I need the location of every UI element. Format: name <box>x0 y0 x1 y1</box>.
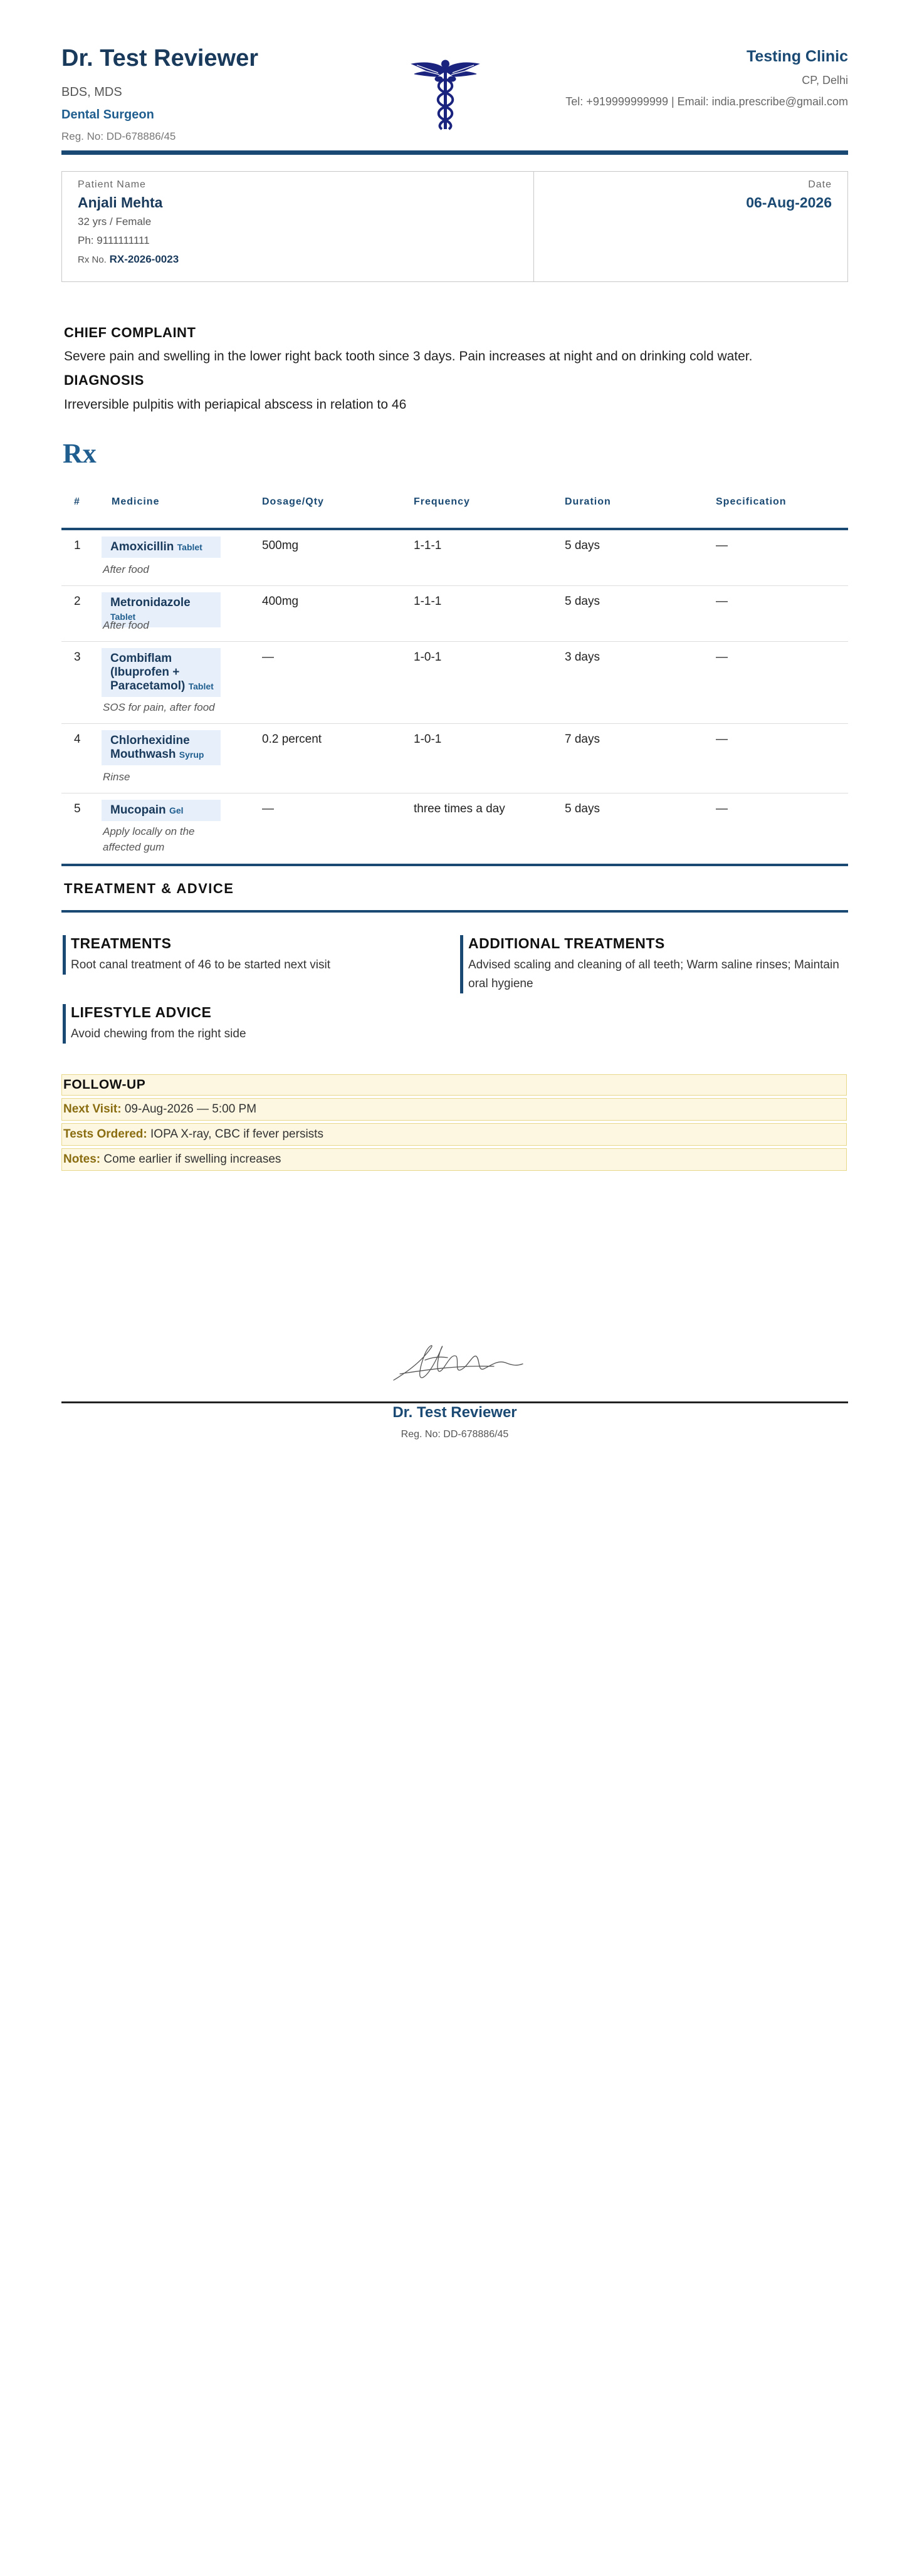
medicine-name-box <box>102 730 221 765</box>
medicine-dosage: 0.2 percent <box>262 733 322 746</box>
medicine-dosage: — <box>262 651 274 664</box>
follow-up-tests <box>61 1123 847 1146</box>
medicine-duration: 5 days <box>565 595 600 608</box>
medicine-frequency: three times a day <box>414 802 505 815</box>
next-visit-value: 09-Aug-2026 — 5:00 PM <box>124 1102 257 1116</box>
notes-label: Notes: <box>63 1153 101 1166</box>
prescription-page <box>61 0 848 1440</box>
table-row <box>61 530 848 586</box>
medicine-specification: — <box>716 733 728 746</box>
lifestyle-advice-block <box>63 1004 447 1044</box>
divider <box>61 910 848 913</box>
follow-up-title: FOLLOW-UP <box>61 1074 847 1096</box>
clinic-name: Testing Clinic <box>746 48 848 65</box>
medicine-form: Syrup <box>179 750 204 760</box>
doctor-name: Dr. Test Reviewer <box>61 45 259 71</box>
rx-number-value: RX-2026-0023 <box>109 253 179 265</box>
medicine-note: After food <box>103 563 149 575</box>
prescription-date: 06-Aug-2026 <box>746 194 832 211</box>
patient-details <box>62 172 534 281</box>
additional-treatments-title: ADDITIONAL TREATMENTS <box>468 935 665 951</box>
header-specification: Specification <box>716 496 787 507</box>
caduceus-icon <box>409 58 481 133</box>
medicine-form: Gel <box>169 805 184 815</box>
doctor-reg-no: Reg. No: DD-678886/45 <box>61 130 176 142</box>
prescription-header <box>61 0 848 155</box>
notes-value: Come earlier if swelling increases <box>103 1153 281 1166</box>
signature-line <box>61 1401 848 1403</box>
medicine-specification: — <box>716 802 728 815</box>
medicine-name-box <box>102 537 221 558</box>
header-frequency: Frequency <box>414 496 470 507</box>
follow-up-next-visit <box>61 1098 847 1121</box>
medicine-name: Mucopain <box>110 804 166 817</box>
patient-phone: Ph: 9111111111 <box>78 234 150 246</box>
treatments-title: TREATMENTS <box>71 935 172 951</box>
next-visit-label: Next Visit: <box>63 1102 122 1116</box>
header-medicine: Medicine <box>112 496 160 507</box>
rx-number <box>78 253 179 266</box>
medicine-dosage: 400mg <box>262 595 299 608</box>
medicine-name-box <box>102 800 221 821</box>
medicine-frequency: 1-0-1 <box>414 651 442 664</box>
follow-up-notes <box>61 1148 847 1171</box>
additional-treatments-text: Advised scaling and cleaning of all teeth; Warm saline rinses; Maintain oral hygiene <box>468 958 839 990</box>
medicine-dosage: 500mg <box>262 539 299 552</box>
medicine-duration: 5 days <box>565 802 600 815</box>
medicine-note: Rinse <box>103 771 130 783</box>
patient-info-box <box>61 171 848 282</box>
header-dosage: Dosage/Qty <box>262 496 324 507</box>
chief-complaint-text: Severe pain and swelling in the lower right back tooth since 3 days. Pain increases at night and on drinking cold water. <box>64 349 753 364</box>
diagnosis-text: Irreversible pulpitis with periapical abscess in relation to 46 <box>64 397 407 412</box>
patient-name-label: Patient Name <box>78 179 146 190</box>
header-duration: Duration <box>565 496 611 507</box>
medicine-duration: 7 days <box>565 733 600 746</box>
medicine-duration: 5 days <box>565 539 600 552</box>
rx-number-label: Rx No. <box>78 254 107 265</box>
doctor-qualification: BDS, MDS <box>61 85 122 99</box>
lifestyle-advice-text: Avoid chewing from the right side <box>71 1027 246 1040</box>
medicine-form: Tablet <box>110 612 136 622</box>
lifestyle-advice-title: LIFESTYLE ADVICE <box>71 1004 212 1020</box>
row-num: 2 <box>74 595 81 608</box>
signature-reg-no: Reg. No: DD-678886/45 <box>401 1429 509 1440</box>
treatments-block <box>63 935 447 975</box>
row-num: 5 <box>74 802 81 815</box>
medicine-note: After food <box>103 619 149 631</box>
patient-name: Anjali Mehta <box>78 194 163 211</box>
medicine-note: Apply locally on the affected gum <box>103 825 195 853</box>
table-row <box>61 586 848 642</box>
signature-icon <box>387 1335 528 1391</box>
table-row <box>61 642 848 724</box>
chief-complaint-title: CHIEF COMPLAINT <box>64 325 196 340</box>
medicine-specification: — <box>716 539 728 552</box>
treatment-advice-heading: TREATMENT & ADVICE <box>64 881 234 896</box>
medicine-dosage: — <box>262 802 274 815</box>
row-num: 3 <box>74 651 81 664</box>
table-row <box>61 724 848 793</box>
medicine-duration: 3 days <box>565 651 600 664</box>
medicine-frequency: 1-0-1 <box>414 733 442 746</box>
row-num: 1 <box>74 539 81 552</box>
medicine-frequency: 1-1-1 <box>414 539 442 552</box>
medicine-name-box <box>102 648 221 697</box>
medicine-frequency: 1-1-1 <box>414 595 442 608</box>
doctor-specialty: Dental Surgeon <box>61 108 154 122</box>
clinic-address: CP, Delhi <box>802 74 848 86</box>
medicine-specification: — <box>716 595 728 608</box>
row-num: 4 <box>74 733 81 746</box>
tests-ordered-value: IOPA X-ray, CBC if fever persists <box>150 1128 323 1141</box>
medicine-form: Tablet <box>177 542 202 552</box>
date-label: Date <box>808 179 832 190</box>
medicine-form: Tablet <box>188 681 214 691</box>
medicine-table <box>61 483 848 866</box>
medicine-note: SOS for pain, after food <box>103 701 215 713</box>
medicine-name: Chlorhexidine Mouthwash <box>110 734 190 761</box>
table-header-row <box>61 483 848 530</box>
clinic-contact: Tel: +919999999999 | Email: india.prescribe@gmail.com <box>565 95 848 108</box>
medicine-name: Amoxicillin <box>110 540 174 553</box>
signature-doctor-name: Dr. Test Reviewer <box>392 1404 517 1421</box>
medicine-specification: — <box>716 651 728 664</box>
header-num: # <box>74 496 80 507</box>
medicine-name: Metronidazole <box>110 596 191 609</box>
rx-symbol: Rx <box>63 438 97 469</box>
patient-age-gender: 32 yrs / Female <box>78 216 152 228</box>
tests-ordered-label: Tests Ordered: <box>63 1128 147 1141</box>
treatments-text: Root canal treatment of 46 to be started next visit <box>71 958 331 971</box>
table-row <box>61 793 848 866</box>
diagnosis-title: DIAGNOSIS <box>64 372 144 388</box>
additional-treatments-block <box>460 935 852 993</box>
medicine-name: Combiflam (Ibuprofen + Paracetamol) <box>110 652 186 693</box>
